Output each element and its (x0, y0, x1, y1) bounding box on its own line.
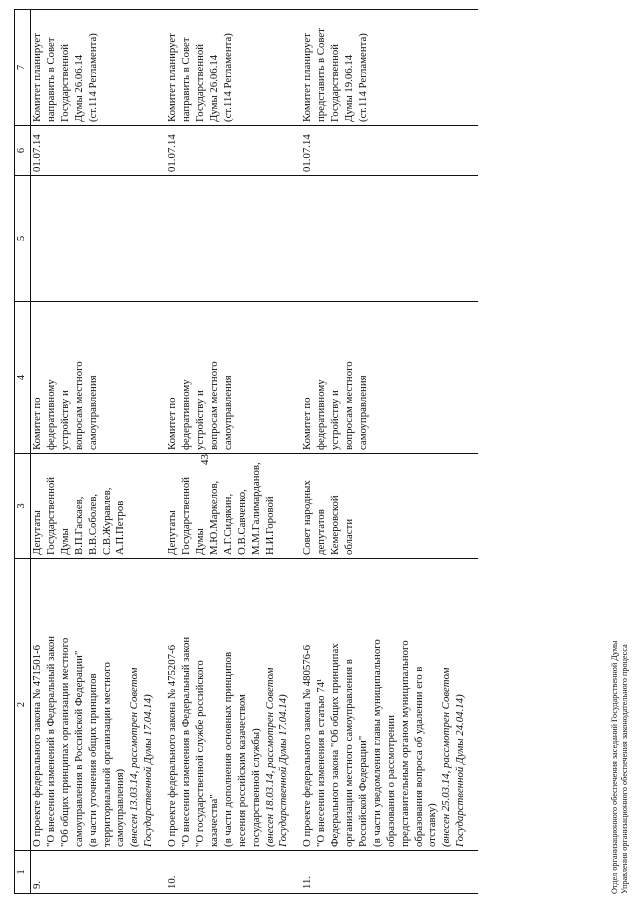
bills-table (14, 9, 478, 894)
plan-line: Государственной (193, 43, 206, 122)
bill-text-line: (в части дополнения основных принципов (221, 651, 234, 847)
bill-cell (31, 559, 167, 851)
plan-line: Думы 19.06.14 (343, 54, 356, 122)
committee-line: устройству и (58, 390, 71, 450)
author-line: области (343, 518, 356, 555)
date-cell (166, 126, 301, 176)
author-line: Депутаты (166, 510, 179, 555)
plan-line: Думы 26.06.14 (207, 54, 220, 122)
author-line: Депутаты (31, 510, 43, 555)
author-line: С.В.Журавлев, (100, 487, 113, 555)
bill-note-line: (внесен 25.03.14, рассмотрен Советом (440, 667, 453, 847)
table-row (301, 10, 478, 894)
bill-note-line: Государственной Думы 17.04.14) (142, 694, 155, 847)
bill-cell (166, 559, 301, 851)
bill-text-line: (в части уведомления главы муниципального (370, 639, 383, 847)
date-value: 01.07.14 (301, 134, 314, 172)
bill-text-line: организации местного самоуправления в (343, 659, 356, 847)
plan-line: Комитет планирует (31, 33, 43, 122)
column-5-cell (31, 176, 167, 302)
column-header: 4 (15, 302, 31, 454)
committee-line: Комитет по (31, 397, 43, 450)
author-line: А.П.Петров (114, 500, 127, 555)
plan-cell (31, 10, 167, 126)
row-number-cell (31, 851, 167, 894)
bill-text-line: О проекте федерального закона № 471501-6 (31, 644, 43, 847)
bill-text-line: образования вопроса об удалении его в (412, 666, 425, 847)
author-line: М.Ю.Маркелов, (207, 480, 220, 555)
committee-line: самоуправления (356, 375, 369, 450)
committee-line: федеративному (315, 379, 328, 450)
author-line: Думы (193, 528, 206, 555)
column-header: 1 (15, 851, 31, 894)
date-cell (31, 126, 167, 176)
bill-text-line: О проекте федерального закона № 480576-6 (301, 644, 314, 847)
bill-note-line: Государственной Думы 17.04.14) (277, 694, 290, 847)
row-number: 11. (301, 875, 314, 889)
committee-line: федеративному (44, 379, 57, 450)
column-header: 2 (15, 559, 31, 851)
bill-note-line: (внесен 18.03.14, рассмотрен Советом (263, 667, 276, 847)
bill-text-line: образования о рассмотрении (384, 715, 397, 847)
authors-cell (31, 454, 167, 559)
plan-line: (ст.114 Регламента) (86, 33, 99, 122)
committee-line: устройству и (193, 390, 206, 450)
bill-text-line: Федерального закона "Об общих принципах (329, 643, 342, 847)
column-header: 6 (15, 126, 31, 176)
bill-text-line: самоуправления в Российской Федерации" (72, 650, 85, 847)
plan-cell (166, 10, 301, 126)
column-header: 7 (15, 10, 31, 126)
date-value: 01.07.14 (166, 134, 179, 172)
header-row (15, 10, 31, 894)
table-row (31, 10, 167, 894)
bill-text-line: Российской Федерации" (356, 735, 369, 847)
bill-text-line: (в части уточнения общих принципов (86, 673, 99, 847)
committee-line: вопросам местного (343, 361, 356, 450)
committee-line: федеративному (180, 379, 193, 450)
plan-line: направить в Совет (44, 37, 57, 122)
plan-line: Комитет планирует (166, 33, 179, 122)
bill-text-line: "О внесении изменения в Федеральный закон (180, 636, 193, 847)
plan-line: Комитет планирует (301, 33, 314, 122)
committee-line: устройству и (329, 390, 342, 450)
bill-text-line: "О государственной службе российского (193, 660, 206, 847)
committee-line: Комитет по (166, 397, 179, 450)
footer (610, 640, 630, 894)
bill-text-line: казачества" (207, 794, 220, 847)
bill-note-line: (внесен 13.03.14, рассмотрен Советом (128, 667, 141, 847)
committee-cell (166, 302, 301, 454)
author-line: депутатов (315, 509, 328, 555)
author-line: В.В.Соболев, (86, 493, 99, 555)
plan-line: Думы 26.06.14 (72, 54, 85, 122)
date-value: 01.07.14 (31, 134, 43, 172)
bill-text-line: отставку) (426, 803, 439, 847)
plan-line: Государственной (58, 43, 71, 122)
plan-line: (ст.114 Регламента) (356, 33, 369, 122)
bill-text-line: "О внесении изменений в Федеральный закон (44, 635, 57, 847)
committee-line: вопросам местного (207, 361, 220, 450)
author-line: Государственной (44, 476, 57, 555)
bill-text-line: "О внесении изменения в статью 74¹ (315, 678, 328, 847)
bill-text-line: территориальной организации местного (100, 662, 113, 847)
bill-text-line: представительным органом муниципального (398, 640, 411, 847)
footer-line: Отдел организационного обеспечения заседаний Государственной Думы (610, 640, 619, 894)
date-cell (301, 126, 478, 176)
plan-line: направить в Совет (180, 37, 193, 122)
bill-cell (301, 559, 478, 851)
plan-line: представить в Совет (315, 28, 328, 122)
author-line: Н.И.Горовой (263, 496, 276, 555)
committee-line: Комитет по (301, 397, 314, 450)
column-5-cell (301, 176, 478, 302)
author-line: Кемеровской (329, 495, 342, 555)
bill-text-line: несения российским казачеством (235, 694, 248, 847)
column-header: 3 (15, 454, 31, 559)
bill-text-line: О проекте федерального закона № 475207-6 (166, 644, 179, 847)
bill-text-line: государственной службы) (249, 728, 262, 847)
committee-line: самоуправления (221, 375, 234, 450)
committee-cell (301, 302, 478, 454)
bill-note-line: Государственной Думы 24.04.14) (454, 694, 467, 847)
row-number: 9. (31, 880, 43, 889)
bill-text-line: самоуправления) (114, 768, 127, 847)
authors-cell (166, 454, 301, 559)
author-line: А.Г.Сидякин, (221, 493, 234, 555)
footer-line: Управления организационного обеспечения законодательного процесса (620, 644, 629, 894)
author-line: В.П.Гаскаев, (72, 496, 85, 555)
table-row (166, 10, 301, 894)
column-header: 5 (15, 176, 31, 302)
row-number-cell (166, 851, 301, 894)
plan-line: Государственной (329, 43, 342, 122)
row-number-cell (301, 851, 478, 894)
plan-cell (301, 10, 478, 126)
authors-cell (301, 454, 478, 559)
author-line: О.В.Савченко, (235, 489, 248, 555)
committee-line: самоуправления (86, 375, 99, 450)
author-line: М.М.Галимарданов, (249, 462, 262, 555)
committee-cell (31, 302, 167, 454)
page-number: 43 (199, 454, 211, 465)
bill-text-line: "Об общих принципах организации местного (58, 637, 71, 847)
author-line: Думы (58, 528, 71, 555)
author-line: Государственной (180, 476, 193, 555)
author-line: Совет народных (301, 480, 314, 555)
committee-line: вопросам местного (72, 361, 85, 450)
row-number: 10. (166, 875, 179, 889)
column-5-cell (166, 176, 301, 302)
plan-line: (ст.114 Регламента) (221, 33, 234, 122)
